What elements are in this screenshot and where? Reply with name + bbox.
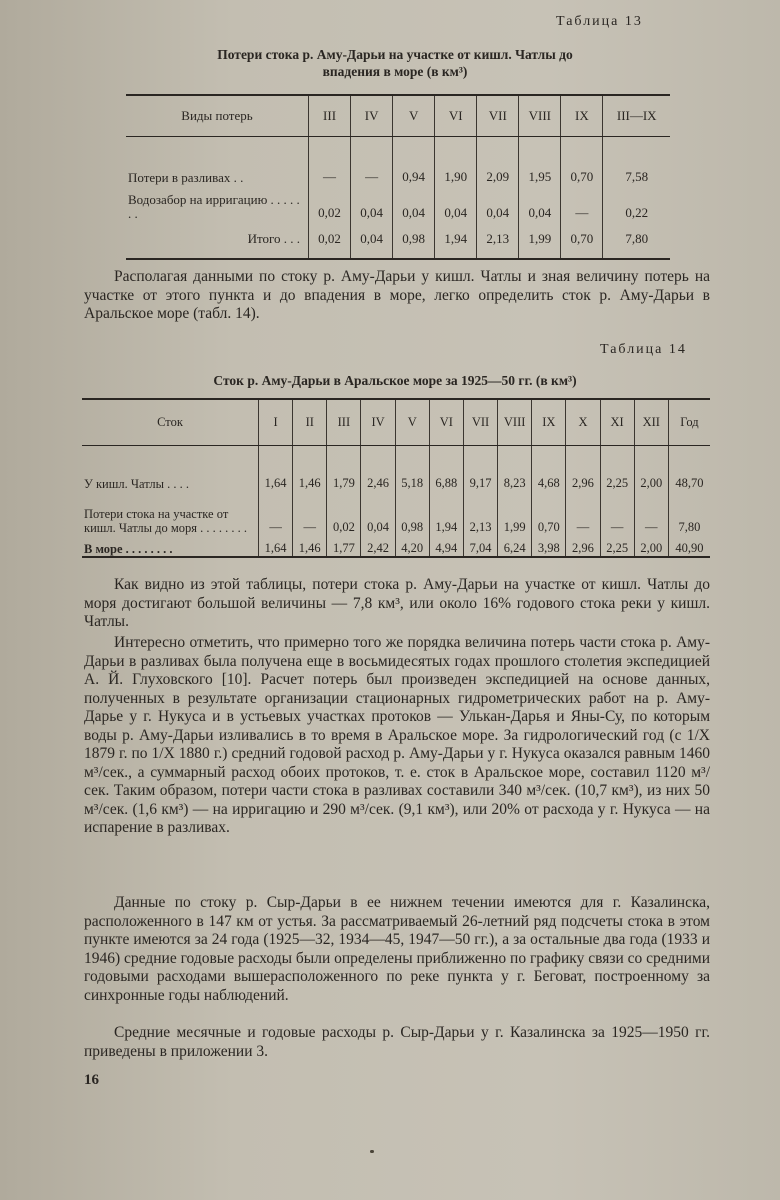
row-name: Итого . . . (247, 231, 300, 246)
cell: 1,64 (259, 445, 293, 491)
table-row-total (126, 221, 670, 259)
table14-header-cell: X (566, 399, 600, 445)
table13-label: Таблица 13 (556, 14, 643, 29)
paragraph: Средние месячные и годовые расходы р. Сыр-Дарьи у г. Казалинска за 1925—1950 гг. приведены в приложении 3. (84, 1024, 710, 1060)
cell: 5,18 (395, 445, 429, 491)
table14-header-cell: XI (600, 399, 634, 445)
cell: 0,70 (561, 221, 603, 259)
cell: 3,98 (532, 535, 566, 557)
cell: — (293, 491, 327, 535)
table-row (82, 535, 710, 557)
cell: 0,04 (393, 185, 435, 221)
table13-title: Потери стока р. Аму-Дарьи на участке от кишл. Чатлы до впадения в море (в км³) (217, 47, 573, 79)
cell: 2,46 (361, 445, 395, 491)
cell: 9,17 (463, 445, 497, 491)
table14-header-cell: Сток (82, 399, 259, 445)
cell: 1,99 (519, 221, 561, 259)
table14-header-cell: VII (463, 399, 497, 445)
cell: 0,02 (309, 221, 351, 259)
table14-title: Сток р. Аму-Дарьи в Аральское море за 1925—50 гг. (в км³) (213, 373, 577, 388)
table13-header-cell: V (393, 95, 435, 137)
paragraph: Данные по стоку р. Сыр-Дарьи в ее нижнем течении имеются для г. Казалинска, расположенного в 147 км от устья. За рассматриваемый 26-летний ряд подсчеты стока в этом пункте имеются за 24 года (1925—32, 1934—45, 1947—50 гг.), а за остальные два года (1933 и 1946) средние годовые расходы были определены приближенно по графику связи со средними годовыми расходами вышерасположенного по реке пункта у г. Беговат, построенному за синхронные годы наблюдений. (84, 894, 711, 1004)
table14-header-cell: Год (668, 399, 710, 445)
cell: 7,04 (463, 535, 497, 557)
cell: 0,70 (561, 137, 603, 185)
paragraph: Как видно из этой таблицы, потери стока р. Аму-Дарьи на участке от кишл. Чатлы до моря достигают большой величины — 7,8 км³, или около 16% годового стока реки у кишл. Чатлы. (84, 576, 710, 630)
cell: 1,79 (327, 445, 361, 491)
table14-header-cell: II (293, 399, 327, 445)
table-row (82, 445, 710, 491)
row-name: Потери стока на участке от кишл. Чатлы до моря . . . . . . . . (84, 507, 248, 535)
table13-header-cell: Виды потерь (126, 95, 309, 137)
cell: 7,80 (603, 221, 670, 259)
cell: — (566, 491, 600, 535)
cell: 1,94 (435, 221, 477, 259)
cell: 7,80 (668, 491, 710, 535)
table13 (126, 94, 670, 260)
table13-header-cell: III—IX (603, 95, 670, 137)
cell: 1,90 (435, 137, 477, 185)
cell: 1,46 (293, 535, 327, 557)
cell: 4,20 (395, 535, 429, 557)
cell: 2,00 (634, 535, 668, 557)
table13-header-row (126, 95, 670, 137)
cell: 2,96 (566, 535, 600, 557)
row-name: Потери в разливах . . (128, 169, 244, 185)
ink-speck (370, 1150, 374, 1153)
table13-header-cell: VIII (519, 95, 561, 137)
cell: 1,99 (498, 491, 532, 535)
paragraph: Интересно отметить, что примерно того же порядка величина потерь части стока р. Аму-Дарьи в разливах была получена еще в восьмидесятых годах прошлого столетия экспедицией А. Й. Глуховского [10]. Расчет потерь был произведен экспедицией на основе данных, полученных в результате организации стационарных гидрометрических работ на р. Аму-Дарье у г. Нукуса и в устьевых участках протоков — Улькан-Дарья и Яны-Су, по которым воды р. Аму-Дарьи изливались в то время в Аральское море. За гидрологический год (с 1/X 1879 г. по 1/X 1880 г.) средний годовой расход р. Аму-Дарьи у г. Нукуса оказался равным 1460 м³/сек., а суммарный расход обоих протоков, т. е. сток в Аральское море, составил 1120 м³/сек. Таким образом, потери части стока в разливах составили 340 м³/сек. (10,7 км³), из них 50 м³/сек. (1,6 км³) — на ирригацию и 290 м³/сек. (9,1 км³), или 20% от расхода у г. Нукуса — на испарение в разливах. (84, 634, 710, 836)
cell: 4,94 (429, 535, 463, 557)
page-number: 16 (84, 1072, 99, 1088)
cell: 2,09 (477, 137, 519, 185)
cell: 2,13 (477, 221, 519, 259)
cell: 1,95 (519, 137, 561, 185)
cell: 1,46 (293, 445, 327, 491)
table14-header-cell: III (327, 399, 361, 445)
cell: 2,25 (600, 535, 634, 557)
cell: 0,98 (393, 221, 435, 259)
table13-header-cell: VII (477, 95, 519, 137)
table13-header-cell: III (309, 95, 351, 137)
cell: 0,04 (361, 491, 395, 535)
table14-header-cell: I (259, 399, 293, 445)
table14-header-row (82, 399, 710, 445)
cell: — (600, 491, 634, 535)
table14-header-cell: IX (532, 399, 566, 445)
table-row (82, 491, 710, 535)
row-name: Водозабор на ирригацию . . . . . . . (128, 191, 300, 221)
cell: 0,04 (435, 185, 477, 221)
table-row (126, 185, 670, 221)
cell: 2,00 (634, 445, 668, 491)
table14-label: Таблица 14 (600, 342, 687, 357)
table13-header-cell: VI (435, 95, 477, 137)
cell: 48,70 (668, 445, 710, 491)
cell: 0,02 (309, 185, 351, 221)
cell: 0,04 (351, 185, 393, 221)
cell: — (309, 137, 351, 185)
cell: 40,90 (668, 535, 710, 557)
cell: 0,98 (395, 491, 429, 535)
cell: 1,64 (259, 535, 293, 557)
table14 (82, 398, 710, 558)
table13-header-cell: IV (351, 95, 393, 137)
table14-header-cell: VIII (498, 399, 532, 445)
cell: 4,68 (532, 445, 566, 491)
cell: 1,77 (327, 535, 361, 557)
table14-header-cell: VI (429, 399, 463, 445)
cell: 6,88 (429, 445, 463, 491)
table14-header-cell: XII (634, 399, 668, 445)
cell: — (561, 185, 603, 221)
cell: 0,04 (351, 221, 393, 259)
cell: 0,02 (327, 491, 361, 535)
cell: 0,94 (393, 137, 435, 185)
row-name: У кишл. Чатлы . . . . (84, 477, 189, 491)
table13-header-cell: IX (561, 95, 603, 137)
paragraph: Располагая данными по стоку р. Аму-Дарьи у кишл. Чатлы и зная величину потерь на участке от этого пункта и до впадения в море, легко определить сток р. Аму-Дарьи в Аральское море (табл. 14). (84, 268, 710, 322)
cell: 1,94 (429, 491, 463, 535)
table14-header-cell: V (395, 399, 429, 445)
cell: — (259, 491, 293, 535)
cell: 2,42 (361, 535, 395, 557)
cell: 0,04 (519, 185, 561, 221)
cell: 2,13 (463, 491, 497, 535)
table-row (126, 137, 670, 185)
cell: 0,22 (603, 185, 670, 221)
row-name: В море . . . . . . . . (84, 542, 173, 556)
cell: — (351, 137, 393, 185)
table14-header-cell: IV (361, 399, 395, 445)
cell: 7,58 (603, 137, 670, 185)
cell: 0,04 (477, 185, 519, 221)
cell: 0,70 (532, 491, 566, 535)
cell: — (634, 491, 668, 535)
cell: 2,25 (600, 445, 634, 491)
cell: 8,23 (498, 445, 532, 491)
cell: 2,96 (566, 445, 600, 491)
cell: 6,24 (498, 535, 532, 557)
